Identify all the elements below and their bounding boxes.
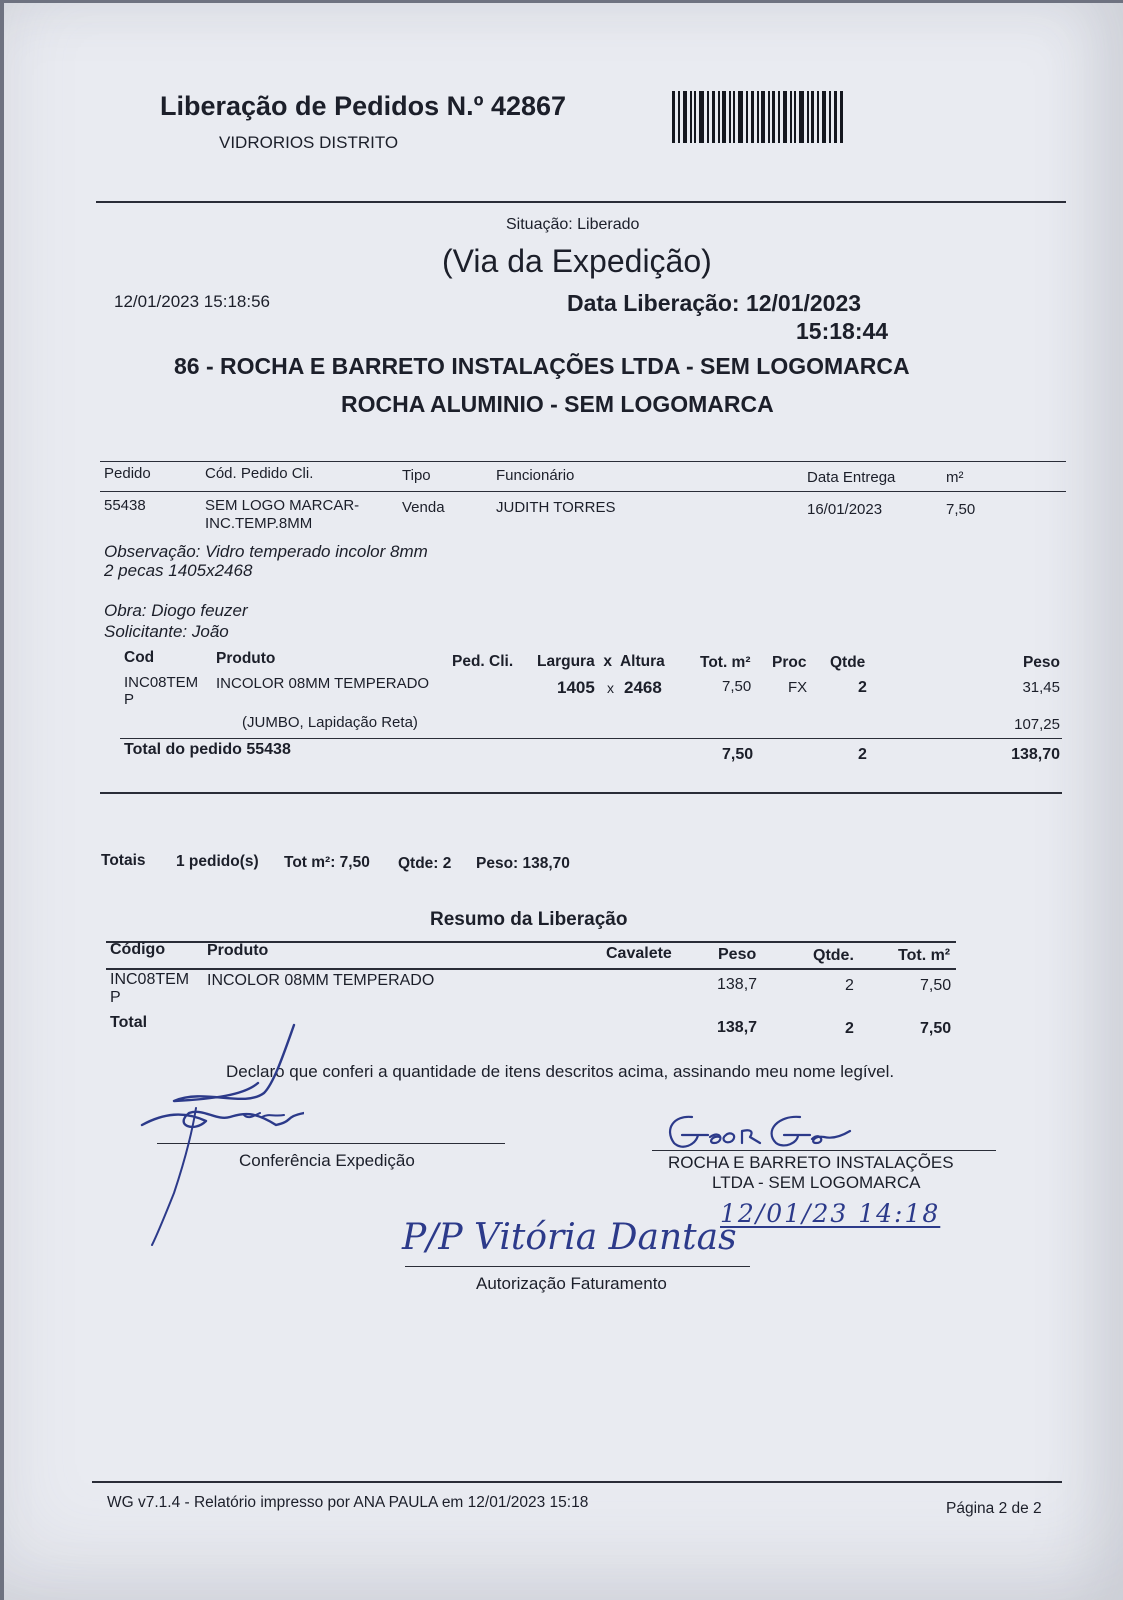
- col-header-data-entrega: Data Entrega: [807, 469, 896, 486]
- order-cod-line2: INC.TEMP.8MM: [205, 515, 313, 532]
- resumo-total-label: Total: [110, 1014, 148, 1031]
- product-proc: FX: [788, 679, 808, 696]
- product-produto: INCOLOR 08MM TEMPERADO: [216, 675, 430, 692]
- resumo-total-tot-m2: 7,50: [920, 1020, 952, 1037]
- product-detail: (JUMBO, Lapidação Reta): [242, 714, 418, 731]
- col-header-produto: Produto: [216, 650, 276, 667]
- product-x: x: [607, 680, 614, 696]
- resumo-total-qtde: 2: [845, 1020, 854, 1037]
- order-total-peso: 138,70: [1011, 746, 1060, 763]
- product-peso: 31,45: [1022, 679, 1060, 696]
- signature-line: [405, 1266, 750, 1267]
- declaration-text: Declaro que conferi a quantidade de itens descritos acima, assinando meu nome legível.: [226, 1062, 895, 1081]
- via-label: (Via da Expedição): [442, 243, 712, 279]
- autorizacao-label: Autorização Faturamento: [476, 1274, 667, 1293]
- divider: [100, 461, 1066, 462]
- client-handwritten-text: GeorGe: [660, 1109, 664, 1110]
- print-datetime: 12/01/2023 15:18:56: [114, 292, 270, 311]
- product-altura: 2468: [624, 678, 662, 697]
- resumo-header-tot-m2: Tot. m²: [898, 947, 951, 964]
- product-detail-peso: 107,25: [1014, 716, 1060, 733]
- resumo-title: Resumo da Liberação: [430, 909, 628, 930]
- col-header-proc: Proc: [772, 654, 807, 671]
- col-header-peso: Peso: [1022, 654, 1060, 671]
- data-liberacao-time: 15:18:44: [796, 318, 889, 344]
- col-header-cod-pedido-cli: Cód. Pedido Cli.: [205, 465, 314, 482]
- product-cod-line1: INC08TEM: [124, 674, 199, 691]
- page-number: Página 2 de 2: [946, 1500, 1042, 1517]
- data-liberacao: Data Liberação: 12/01/2023: [567, 290, 862, 316]
- conferencia-signature: [134, 1013, 304, 1253]
- resumo-peso: 138,7: [717, 976, 758, 993]
- totais-label: Totais: [101, 852, 146, 869]
- order-total-m2: 7,50: [722, 746, 754, 763]
- col-header-tipo: Tipo: [402, 467, 431, 484]
- product-cod-line2: P: [124, 691, 135, 708]
- document-page: [4, 3, 1123, 1600]
- col-header-cod: Cod: [124, 649, 155, 666]
- document-title: Liberação de Pedidos N.º 42867: [160, 91, 567, 121]
- resumo-qtde: 2: [845, 977, 854, 994]
- handwritten-date: 12/01/23 14:18: [720, 1199, 941, 1228]
- autorizacao-handwritten: P/P Vitória Dantas: [402, 1217, 737, 1258]
- divider: [96, 201, 1066, 203]
- footer-print-info: WG v7.1.4 - Relatório impresso por ANA PAULA em 12/01/2023 15:18: [107, 1494, 589, 1511]
- col-header-qtde: Qtde: [830, 654, 866, 671]
- col-header-ped-cli: Ped. Cli.: [452, 653, 514, 670]
- company-name: 86 - ROCHA E BARRETO INSTALAÇÕES LTDA - SEM LOGOMARCA: [174, 353, 910, 379]
- observacao: Observação: Vidro temperado incolor 8mm: [104, 542, 428, 561]
- resumo-total-peso: 138,7: [717, 1019, 758, 1036]
- resumo-header-peso: Peso: [718, 946, 757, 963]
- order-total-qtde: 2: [858, 746, 867, 763]
- col-header-tot-m2: Tot. m²: [700, 654, 751, 671]
- resumo-codigo-line2: P: [110, 989, 121, 1006]
- col-header-m2: m²: [946, 469, 964, 486]
- col-header-largura-altura: Largura x Altura: [537, 653, 665, 670]
- resumo-header-cavalete: Cavalete: [606, 945, 672, 962]
- resumo-header-qtde: Qtde.: [813, 947, 854, 964]
- footer-divider: [92, 1481, 1062, 1483]
- order-total-label: Total do pedido 55438: [124, 741, 291, 758]
- observacao-detail: 2 pecas 1405x2468: [104, 561, 253, 580]
- barcode: [672, 91, 844, 143]
- resumo-header-codigo: Código: [110, 941, 166, 958]
- totais-m2: Tot m²: 7,50: [284, 854, 370, 871]
- order-cod-line1: SEM LOGO MARCAR-: [205, 497, 360, 514]
- totais-peso: Peso: 138,70: [476, 855, 570, 872]
- order-tipo: Venda: [402, 499, 445, 516]
- col-header-pedido: Pedido: [104, 465, 151, 482]
- client-handwritten-signature: [660, 1109, 860, 1155]
- divider: [100, 792, 1062, 794]
- solicitante: Solicitante: João: [104, 622, 229, 641]
- product-largura: 1405: [557, 678, 595, 697]
- order-data-entrega: 16/01/2023: [807, 501, 883, 518]
- divider: [106, 968, 956, 970]
- totais-qtde: Qtde: 2: [398, 855, 452, 872]
- client-name-line2: LTDA - SEM LOGOMARCA: [712, 1173, 921, 1192]
- order-funcionario: JUDITH TORRES: [496, 499, 616, 516]
- resumo-codigo-line1: INC08TEM: [110, 971, 190, 988]
- client-name-line1: ROCHA E BARRETO INSTALAÇÕES: [668, 1153, 954, 1172]
- product-qtde: 2: [858, 679, 867, 696]
- divider: [100, 491, 1066, 492]
- order-pedido: 55438: [104, 497, 146, 514]
- product-tot-m2: 7,50: [722, 678, 752, 695]
- col-header-funcionario: Funcionário: [496, 467, 575, 484]
- resumo-header-produto: Produto: [207, 942, 269, 959]
- order-m2: 7,50: [946, 501, 976, 518]
- conferencia-label: Conferência Expedição: [239, 1151, 415, 1170]
- company-brand: ROCHA ALUMINIO - SEM LOGOMARCA: [341, 391, 774, 417]
- divider: [120, 738, 1062, 739]
- obra: Obra: Diogo feuzer: [104, 601, 248, 620]
- document-subtitle: VIDRORIOS DISTRITO: [219, 133, 399, 152]
- resumo-tot-m2: 7,50: [920, 977, 952, 994]
- resumo-produto: INCOLOR 08MM TEMPERADO: [207, 972, 435, 989]
- status-situacao: Situação: Liberado: [506, 216, 640, 233]
- totais-pedidos: 1 pedido(s): [176, 853, 259, 870]
